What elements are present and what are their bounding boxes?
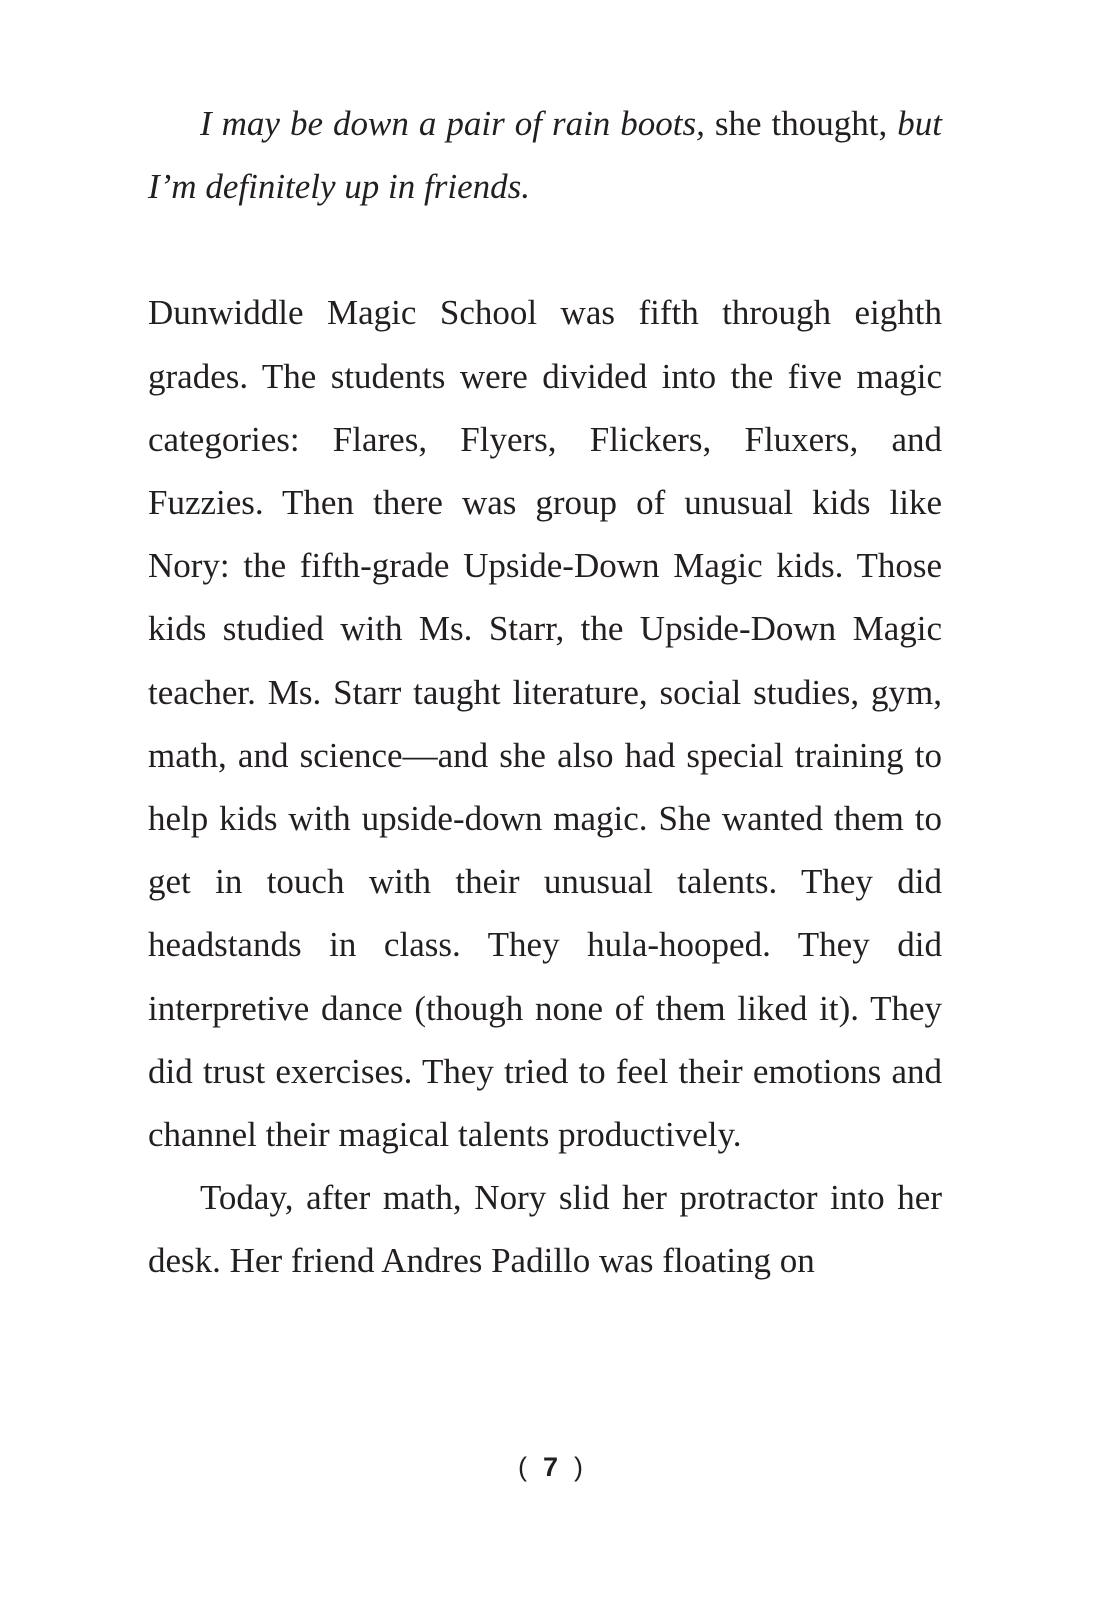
opening-paragraph — [148, 92, 942, 218]
page-number-left-paren: ( — [517, 1452, 527, 1482]
body-text — [148, 92, 942, 1293]
paragraph-today: Today, after math, Nory slid her protractor into her desk. Her friend Andres Padillo was floating on — [148, 1178, 942, 1281]
page-number-value: 7 — [542, 1452, 559, 1482]
opening-narration: she thought, — [704, 104, 898, 143]
page-number-right-paren: ) — [574, 1452, 584, 1482]
opening-thought-italic-2: but I’m definitely up in friends. — [148, 104, 942, 207]
scene-break — [148, 218, 942, 281]
opening-thought-italic-1: I may be down a pair of rain boots, — [200, 104, 705, 143]
page-number — [0, 1452, 1101, 1483]
paragraph-school-description: Dunwiddle Magic School was fifth through eighth grades. The students were divided into the five magic categories: Flares, Flyers, Flickers, Fluxers, and Fuzzies. Then there was group of unusual kids like Nory: the fifth-grade Upside-Down Magic kids. Those kids studied with Ms. Starr, the Upside-Down Magic teacher. Ms. Starr taught literature, social studies, gym, math, and science—and she also had special training to help kids with upside-down magic. She wanted them to get in touch with their unusual talents. They did headstands in class. They hula-hooped. They did interpretive dance (though none of them liked it). They did trust exercises. They tried to feel their emotions and channel their magical talents productively. — [148, 293, 942, 1155]
